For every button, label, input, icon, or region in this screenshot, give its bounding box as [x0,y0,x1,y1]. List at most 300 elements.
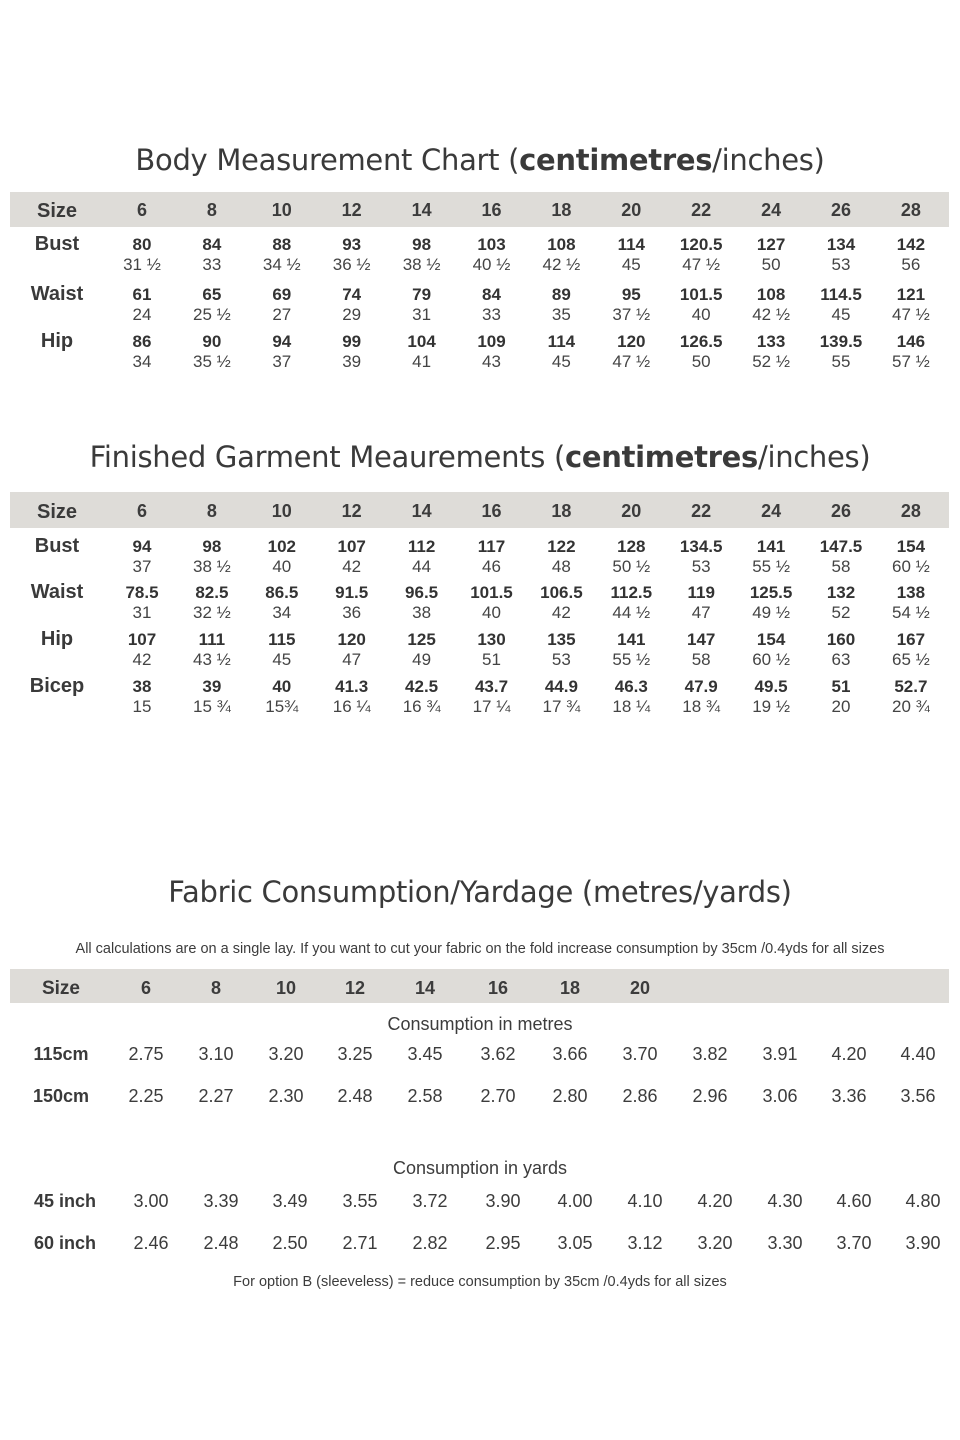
inch-value: 43 ½ [192,650,231,669]
size-header-cell: 8 [206,501,217,521]
metres-value: 3.06 [762,1086,798,1106]
size-header-cell: 10 [271,501,292,521]
cm-value: 47.9 [684,677,718,696]
cm-value: 126.5 [679,332,723,351]
cm-value: 139.5 [819,332,863,351]
yards-value: 3.90 [485,1191,521,1211]
cm-value: 51 [831,677,851,696]
yards-value: 4.10 [627,1191,663,1211]
metres-row-label: 150cm [32,1086,90,1106]
metres-value: 3.25 [337,1044,373,1064]
yards-value: 3.12 [627,1233,663,1253]
cm-value: 167 [896,630,926,649]
cm-value: 61 [132,285,152,304]
cm-value: 80 [132,235,152,254]
metres-value: 3.56 [900,1086,936,1106]
cm-value: 121 [896,285,926,304]
metres-value: 3.91 [762,1044,798,1064]
inch-value: 49 [412,650,432,669]
cm-value: 84 [482,285,501,304]
inch-value: 42 [342,557,362,576]
measure-cell [736,537,806,576]
inch-value: 17 ¼ [472,697,511,716]
measure-cell [666,235,736,274]
size-header-cell: 16 [481,501,502,521]
size-header-cell: 8 [206,200,217,220]
cm-value: 127 [756,235,786,254]
inch-value: 17 ¾ [542,697,581,716]
measure-cell [387,285,457,324]
cm-value: 120.5 [679,235,723,254]
metres-value: 4.20 [831,1044,867,1064]
fabric-size-header-label: Size [41,978,81,999]
measure-cell [107,235,177,274]
inch-value: 15¾ [265,697,299,716]
inch-value: 16 ¼ [332,697,371,716]
measure-cell [596,630,666,669]
cm-value: 154 [756,630,786,649]
inch-value: 40 [482,603,501,622]
cm-value: 93 [342,235,362,254]
measure-cell [876,537,946,576]
cm-value: 107 [337,537,366,556]
measure-cell [526,537,596,576]
measure-cell [736,235,806,274]
size-header-cell: 24 [761,501,782,521]
cm-value: 154 [896,537,926,556]
size-header-cell: 18 [551,200,572,220]
cm-value: 146 [896,332,926,351]
cm-value: 79 [412,285,432,304]
cm-value: 46.3 [614,677,648,696]
measure-cell [107,677,177,716]
inch-value: 49 ½ [752,603,790,622]
inch-value: 60 ½ [752,650,790,669]
metres-value: 2.27 [198,1086,234,1106]
metres-row-label: 115cm [33,1044,89,1064]
metres-value: 3.36 [831,1086,867,1106]
measure-cell [247,235,317,274]
measure-cell [107,332,177,371]
cm-value: 141 [617,630,646,649]
measure-cell [666,285,736,324]
inch-value: 27 [272,305,292,324]
metres-value: 3.70 [622,1044,658,1064]
inch-value: 47 ½ [612,352,651,371]
fabric-note-bottom: For option B (sleeveless) = reduce consumption by 35cm /0.4yds for all sizes [233,1274,727,1290]
inch-value: 48 [551,557,571,576]
cm-value: 115 [268,630,296,649]
inch-value: 16 ¾ [402,697,441,716]
cm-value: 86.5 [265,583,299,602]
garment-chart-title-tail: /inches) [757,440,871,474]
yards-value: 2.46 [133,1233,169,1253]
measure-cell [526,235,596,274]
metres-value: 3.45 [407,1044,443,1064]
cm-value: 96.5 [405,583,439,602]
cm-value: 128 [617,537,646,556]
metres-value: 2.75 [128,1044,164,1064]
cm-value: 74 [342,285,362,304]
inch-value: 20 ¾ [891,697,930,716]
inch-value: 37 [132,557,152,576]
measure-cell [596,583,666,622]
cm-value: 142 [896,235,926,254]
size-header-cell: 10 [271,200,292,220]
cm-value: 114 [617,235,646,254]
inch-value: 41 [412,352,432,371]
size-header-cell: 20 [621,501,642,521]
inch-value: 58 [831,557,851,576]
cm-value: 78.5 [125,583,159,602]
yards-value: 3.39 [203,1191,239,1211]
metres-value: 3.62 [480,1044,516,1064]
fabric-title: Fabric Consumption/Yardage (metres/yards) [168,875,792,909]
measure-cell [666,537,736,576]
measure-cell [876,583,946,622]
measure-cell [806,332,876,371]
metres-value: 2.80 [552,1086,588,1106]
measure-cell [247,285,317,324]
cm-value: 141 [756,537,786,556]
inch-value: 33 [482,305,501,324]
inch-value: 29 [342,305,362,324]
cm-value: 89 [551,285,571,304]
inch-value: 58 [691,650,711,669]
size-header-cell: 16 [481,200,502,220]
inch-value: 50 ½ [612,557,651,576]
yards-row-label: 45 inch [33,1191,97,1211]
inch-value: 42 [551,603,571,622]
measure-cell [387,537,457,576]
measure-cell [736,677,806,716]
inch-value: 63 [831,650,851,669]
cm-value: 99 [342,332,362,351]
inch-value: 53 [831,255,851,274]
inch-value: 33 [202,255,222,274]
cm-value: 119 [687,583,715,602]
measure-cell [247,677,317,716]
measure-cell [457,235,527,274]
yards-value: 3.00 [133,1191,169,1211]
size-header-cell: 26 [830,501,852,521]
inch-value: 53 [691,557,711,576]
measure-cell [317,285,387,324]
inch-value: 60 ½ [891,557,930,576]
metres-value: 2.25 [128,1086,164,1106]
inch-value: 20 [831,697,851,716]
cm-value: 112 [407,537,436,556]
metres-value: 2.30 [268,1086,304,1106]
measure-cell [317,235,387,274]
cm-value: 65 [202,285,222,304]
measure-row-label: Hip [40,628,74,650]
measure-cell [177,537,247,576]
measure-cell [387,332,457,371]
inch-value: 42 ½ [542,255,581,274]
metres-value: 3.82 [692,1044,728,1064]
yards-value: 3.70 [836,1233,872,1253]
inch-value: 55 [831,352,851,371]
cm-value: 42.5 [405,677,439,696]
measure-cell [526,285,596,324]
cm-value: 125 [407,630,436,649]
inch-value: 36 [342,603,362,622]
cm-value: 133 [756,332,786,351]
cm-value: 125.5 [749,583,793,602]
inch-value: 42 [132,650,152,669]
measure-cell [526,630,596,669]
inch-value: 45 [831,305,851,324]
size-header-cell: 26 [830,200,852,220]
yards-value: 2.50 [272,1233,308,1253]
measure-cell [107,583,177,622]
size-header-cell: 18 [551,501,572,521]
inch-value: 39 [342,352,362,371]
inch-value: 40 [691,305,711,324]
inch-value: 47 [691,603,711,622]
inch-value: 45 [621,255,641,274]
inch-value: 32 ½ [192,603,231,622]
cm-value: 114 [547,332,576,351]
cm-value: 108 [756,285,786,304]
inch-value: 55 ½ [752,557,790,576]
cm-value: 130 [477,630,506,649]
fabric-size-header-cell: 16 [487,978,509,998]
cm-value: 90 [202,332,222,351]
yards-value: 3.49 [272,1191,308,1211]
measure-cell [526,583,596,622]
measure-cell [107,285,177,324]
inch-value: 46 [482,557,501,576]
inch-value: 25 ½ [192,305,231,324]
metres-value: 3.66 [552,1044,588,1064]
measure-row-label: Waist [30,581,84,603]
yards-value: 2.71 [342,1233,378,1253]
measure-cell [387,235,457,274]
inch-value: 38 ½ [402,255,441,274]
measure-cell [177,583,247,622]
fabric-size-header-cell: 18 [559,978,581,998]
yards-value: 4.30 [767,1191,803,1211]
measure-row-label: Bust [34,233,80,255]
size-header-cell: 22 [691,200,712,220]
inch-value: 65 ½ [891,650,930,669]
measure-cell [736,285,806,324]
measure-cell [736,630,806,669]
size-header-cell: 12 [341,501,362,521]
inch-value: 51 [482,650,501,669]
measure-cell [736,583,806,622]
cm-value: 103 [477,235,506,254]
size-header-cell: 24 [761,200,782,220]
measure-cell [806,235,876,274]
metres-value: 2.86 [622,1086,658,1106]
cm-value: 120 [617,332,646,351]
yards-value: 2.82 [412,1233,448,1253]
measure-cell [596,677,666,716]
inch-value: 47 [342,650,362,669]
fabric-note-top: All calculations are on a single lay. If you want to cut your fabric on the fold increase consumption by 35cm /0.4yds for all sizes [75,941,885,957]
inch-value: 34 [272,603,292,622]
inch-value: 37 ½ [612,305,651,324]
measure-cell [177,630,247,669]
yards-value: 3.30 [767,1233,803,1253]
cm-value: 122 [547,537,576,556]
size-header-cell: 28 [900,501,921,521]
yards-heading: Consumption in yards [392,1158,568,1178]
measure-cell [806,285,876,324]
size-header-cell: 6 [136,501,147,521]
yards-value: 4.60 [836,1191,872,1211]
fabric-size-header-cell: 8 [210,978,221,998]
metres-value: 2.58 [407,1086,443,1106]
measure-cell [736,332,806,371]
inch-value: 19 ½ [752,697,790,716]
size-header-cell: 14 [411,501,432,521]
garment-chart-title-plain: Finished Garment Meaurements ( [89,440,565,474]
inch-value: 43 [482,352,501,371]
yards-value: 3.72 [412,1191,448,1211]
inch-value: 37 [272,352,292,371]
cm-value: 138 [896,583,926,602]
fabric-size-header-cell: 10 [275,978,297,998]
inch-value: 52 ½ [752,352,790,371]
measure-cell [806,583,876,622]
measure-cell [876,677,946,716]
measure-cell [876,630,946,669]
measure-cell [596,285,666,324]
size-header-cell: 20 [621,200,642,220]
inch-value: 15 [132,697,152,716]
cm-value: 104 [407,332,436,351]
inch-value: 31 [412,305,432,324]
garment-chart-title [0,440,960,474]
garment-chart-title-bold: centimetres [564,440,758,474]
cm-value: 94 [132,537,152,556]
measure-cell [247,537,317,576]
measure-cell [107,537,177,576]
yards-value: 2.48 [203,1233,239,1253]
measure-cell [666,677,736,716]
inch-value: 35 [551,305,571,324]
cm-value: 39 [202,677,222,696]
cm-value: 111 [198,630,226,649]
measure-cell [317,630,387,669]
yards-value: 4.80 [905,1191,941,1211]
cm-value: 106.5 [540,583,583,602]
inch-value: 42 ½ [752,305,790,324]
inch-value: 18 ¾ [682,697,721,716]
cm-value: 98 [202,537,222,556]
cm-value: 109 [477,332,506,351]
measure-cell [247,583,317,622]
size-header-cell: 22 [691,501,712,521]
measure-cell [317,537,387,576]
measure-cell [247,630,317,669]
fabric-size-header-cell: 20 [629,978,651,998]
inch-value: 47 ½ [891,305,930,324]
measure-cell [666,630,736,669]
size-header-label: Size [36,200,78,222]
yards-value: 3.90 [905,1233,941,1253]
cm-value: 112.5 [610,583,653,602]
cm-value: 134 [826,235,856,254]
cm-value: 95 [621,285,641,304]
cm-value: 132 [826,583,856,602]
inch-value: 52 [831,603,851,622]
inch-value: 15 ¾ [192,697,231,716]
cm-value: 101.5 [679,285,723,304]
inch-value: 40 [272,557,292,576]
yards-value: 4.00 [557,1191,593,1211]
measure-cell [177,677,247,716]
cm-value: 43.7 [474,677,509,696]
measure-cell [177,332,247,371]
measure-cell [806,630,876,669]
cm-value: 147.5 [819,537,863,556]
measure-cell [387,583,457,622]
cm-value: 40 [272,677,292,696]
measure-cell [596,235,666,274]
measure-cell [457,537,527,576]
yards-value: 3.20 [697,1233,733,1253]
inch-value: 53 [551,650,571,669]
inch-value: 35 ½ [192,352,231,371]
measure-cell [317,583,387,622]
metres-value: 3.10 [198,1044,234,1064]
inch-value: 50 [761,255,781,274]
measure-row-label: Bicep [29,675,85,697]
measure-cell [876,235,946,274]
measure-cell [107,630,177,669]
measure-row-label: Bust [34,535,80,557]
measure-cell [177,235,247,274]
cm-value: 114.5 [820,285,862,304]
measure-row-label: Waist [30,283,84,305]
inch-value: 56 [901,255,921,274]
cm-value: 94 [272,332,292,351]
inch-value: 47 ½ [682,255,721,274]
measure-cell [666,332,736,371]
metres-value: 4.40 [900,1044,936,1064]
cm-value: 91.5 [335,583,369,602]
measure-cell [876,332,946,371]
measure-cell [457,677,527,716]
measure-cell [247,332,317,371]
cm-value: 88 [272,235,292,254]
cm-value: 135 [547,630,576,649]
inch-value: 34 ½ [262,255,301,274]
cm-value: 82.5 [195,583,229,602]
size-header-cell: 12 [341,200,362,220]
measure-cell [526,677,596,716]
measure-cell [876,285,946,324]
cm-value: 38 [132,677,152,696]
cm-value: 101.5 [470,583,513,602]
measure-cell [457,332,527,371]
inch-value: 31 [132,603,152,622]
inch-value: 38 ½ [192,557,231,576]
yards-row-label: 60 inch [33,1233,97,1253]
size-header-cell: 6 [136,200,147,220]
measure-cell [596,332,666,371]
measure-cell [526,332,596,371]
inch-value: 45 [272,650,292,669]
inch-value: 31 ½ [123,255,161,274]
metres-value: 2.48 [337,1086,373,1106]
measure-cell [317,332,387,371]
